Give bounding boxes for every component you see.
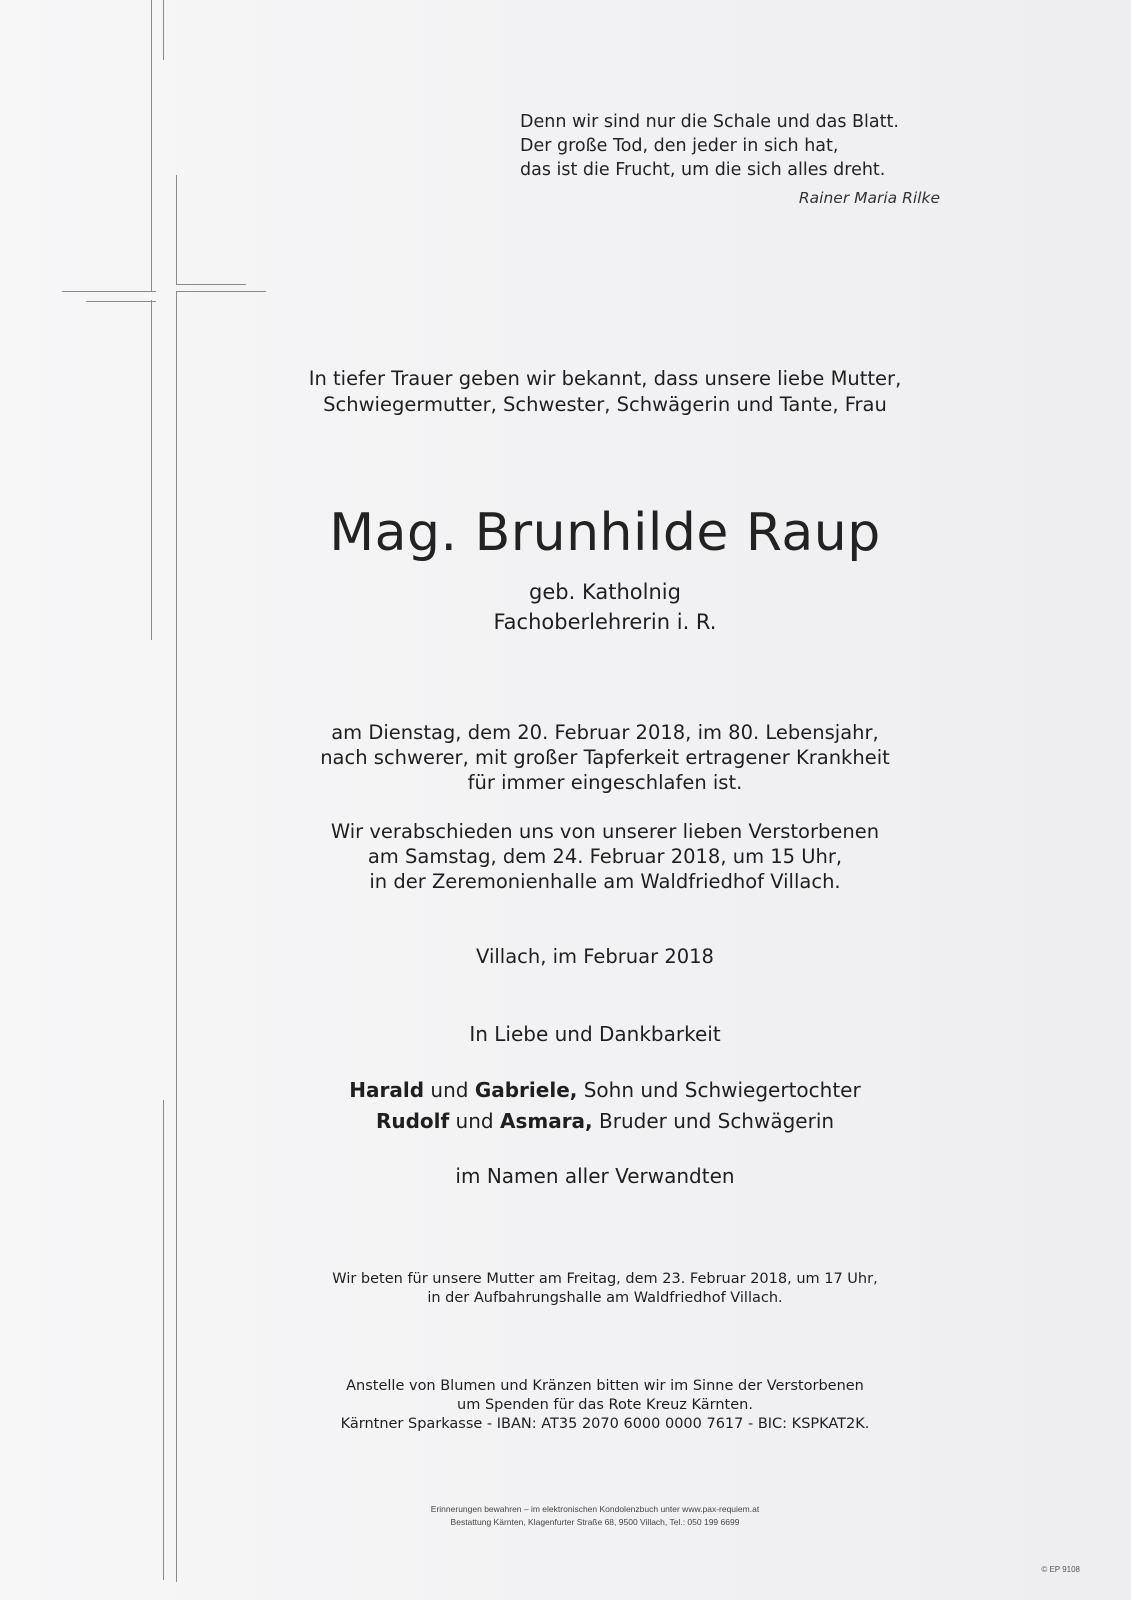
deceased-name: Mag. Brunhilde Raup xyxy=(329,503,881,563)
prayer-info xyxy=(230,1270,980,1308)
death-notice xyxy=(230,720,980,795)
family-line xyxy=(200,1106,1010,1137)
family-name: Harald xyxy=(349,1078,425,1102)
family-name: Gabriele, xyxy=(474,1078,578,1102)
family-name: Rudolf xyxy=(375,1109,450,1133)
death-line: am Dienstag, dem 20. Februar 2018, im 80. Lebensjahr, xyxy=(331,721,879,744)
cross-vertical-line-lower xyxy=(176,292,177,1582)
quote-line: das ist die Frucht, um die sich alles dreht. xyxy=(520,160,886,180)
quote-line: Denn wir sind nur die Schale und das Blatt. xyxy=(520,112,899,132)
professional-title: Fachoberlehrerin i. R. xyxy=(493,610,717,634)
cross-horizontal-line-inner xyxy=(176,284,246,285)
left-border-line-bottom xyxy=(163,1100,164,1580)
family-name: Asmara, xyxy=(499,1109,593,1133)
family-connector: und xyxy=(424,1078,475,1102)
family-list xyxy=(200,1075,1010,1137)
top-right-line xyxy=(163,0,164,60)
prayer-line: Wir beten für unsere Mutter am Freitag, dem 23. Februar 2018, um 17 Uhr, xyxy=(332,1271,878,1287)
rilke-quote xyxy=(520,110,940,182)
footer-line: Erinnerungen bewahren – im elektronischen Kondolenzbuch unter www.pax-requiem.at xyxy=(430,1504,760,1514)
donation-line: um Spenden für das Rote Kreuz Kärnten. xyxy=(457,1397,753,1413)
relatives-note: im Namen aller Verwandten xyxy=(455,1164,735,1188)
quote-line: Der große Tod, den jeder in sich hat, xyxy=(520,136,839,156)
death-line: für immer eingeschlafen ist. xyxy=(467,771,743,794)
donation-line: Kärntner Sparkasse - IBAN: AT35 2070 6000 0000 7617 - BIC: KSPKAT2K. xyxy=(340,1416,870,1432)
intro-line: In tiefer Trauer geben wir bekannt, dass unsere liebe Mutter, xyxy=(308,367,902,390)
announcement-intro xyxy=(240,366,970,418)
footer-line: Bestattung Kärnten, Klagenfurter Straße 68, 9500 Villach, Tel.: 050 199 6699 xyxy=(450,1517,740,1527)
funeral-info xyxy=(230,819,980,894)
closing-phrase: In Liebe und Dankbarkeit xyxy=(469,1022,721,1046)
deceased-details xyxy=(300,577,910,637)
quote-author: Rainer Maria Rilke xyxy=(798,189,940,207)
place-date: Villach, im Februar 2018 xyxy=(476,945,714,968)
cross-horizontal-line-right xyxy=(176,291,266,292)
left-border-line-lower xyxy=(151,300,152,640)
cross-horizontal-line xyxy=(62,291,156,292)
cross-horizontal-line-lower xyxy=(86,301,156,302)
prayer-line: in der Aufbahrungshalle am Waldfriedhof Villach. xyxy=(427,1290,783,1306)
birth-name: geb. Katholnig xyxy=(529,580,681,604)
family-relation: Bruder und Schwägerin xyxy=(592,1109,835,1133)
family-line xyxy=(200,1075,1010,1106)
donation-info xyxy=(230,1377,980,1434)
family-relation: Sohn und Schwiegertochter xyxy=(577,1078,861,1102)
form-code: © EP 9108 xyxy=(1041,1565,1080,1574)
intro-line: Schwiegermutter, Schwester, Schwägerin und Tante, Frau xyxy=(323,393,887,416)
death-line: nach schwerer, mit großer Tapferkeit ertragener Krankheit xyxy=(320,746,890,769)
funeral-line: in der Zeremonienhalle am Waldfriedhof Villach. xyxy=(369,870,841,893)
funeral-home-footer xyxy=(380,1503,810,1529)
family-connector: und xyxy=(449,1109,500,1133)
cross-vertical-line xyxy=(176,175,177,285)
funeral-line: Wir verabschieden uns von unserer lieben Verstorbenen xyxy=(330,820,880,843)
funeral-line: am Samstag, dem 24. Februar 2018, um 15 Uhr, xyxy=(367,845,843,868)
donation-line: Anstelle von Blumen und Kränzen bitten wir im Sinne der Verstorbenen xyxy=(346,1378,864,1394)
left-border-line xyxy=(151,0,152,292)
